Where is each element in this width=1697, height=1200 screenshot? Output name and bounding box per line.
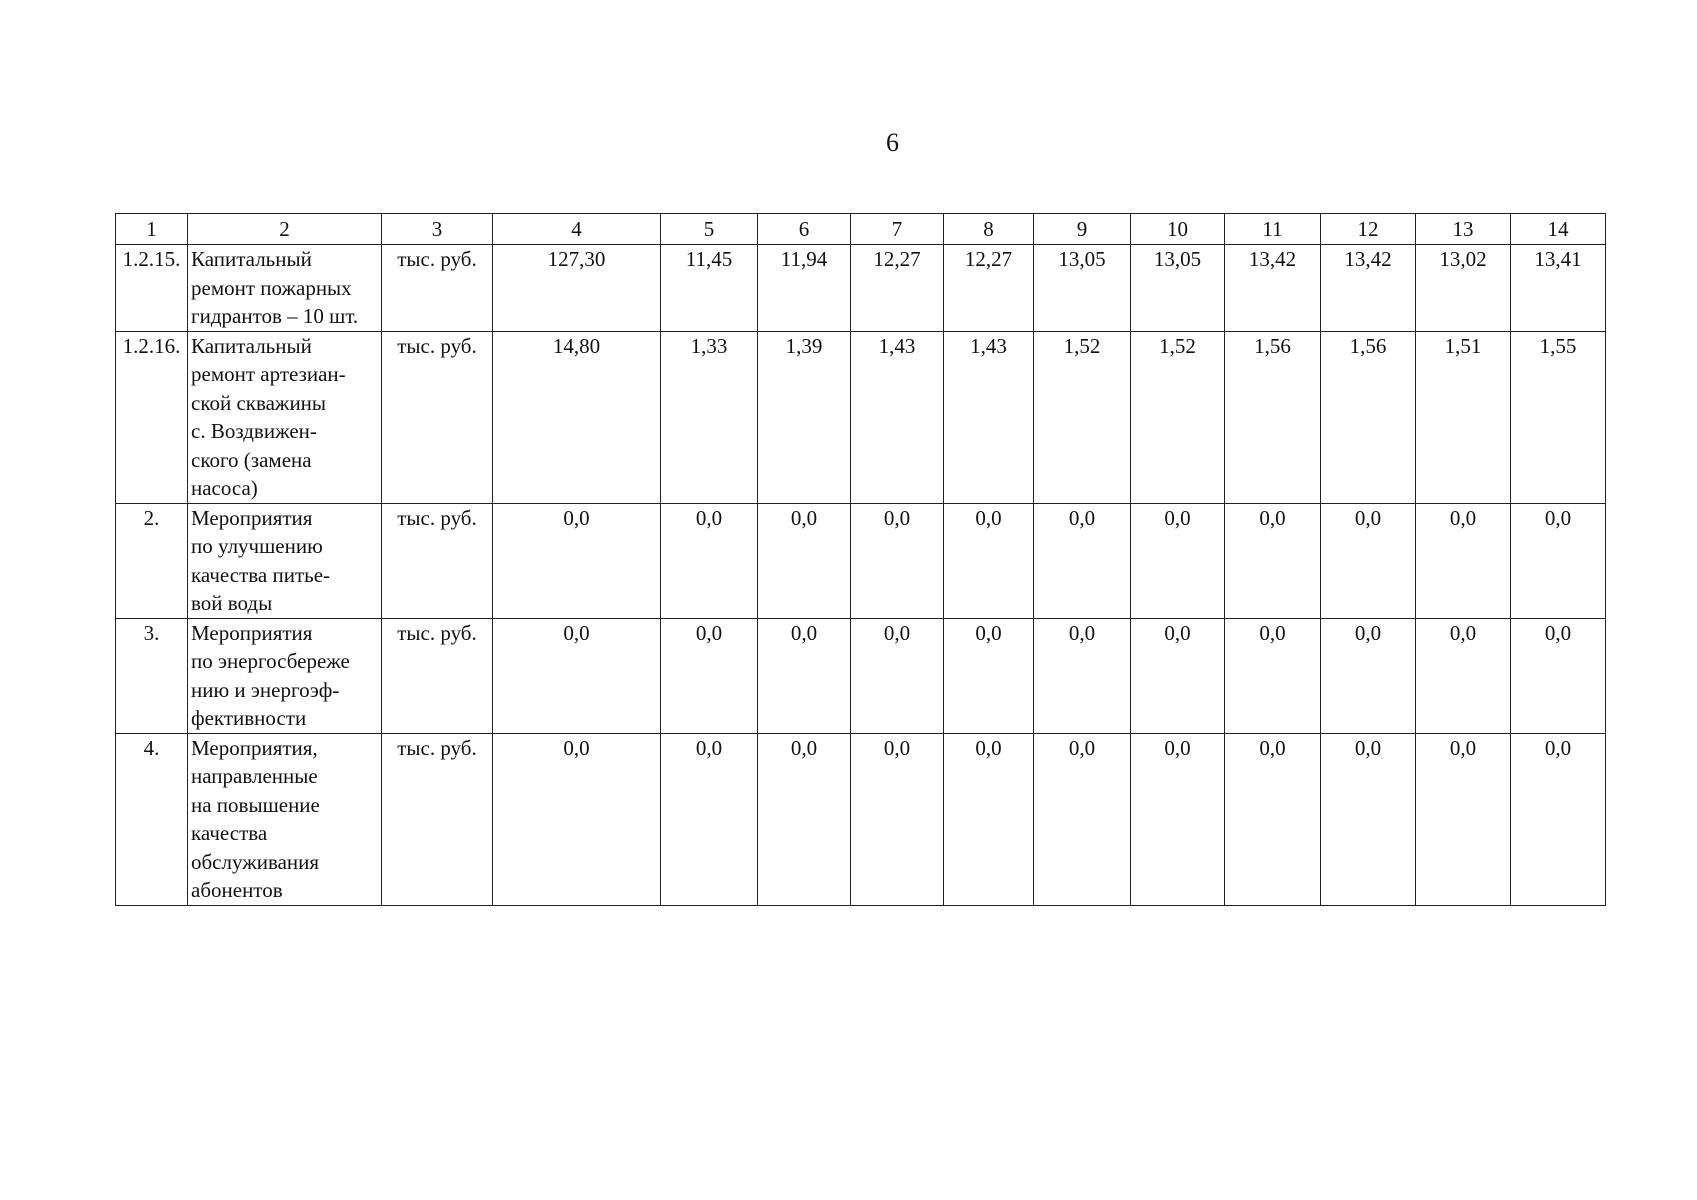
column-header-5: 5 — [661, 214, 758, 245]
unit-cell: тыс. руб. — [382, 733, 493, 905]
row-number-cell: 3. — [116, 618, 188, 733]
value-cell-col-11: 0,0 — [1225, 503, 1321, 618]
value-cell-col-12: 0,0 — [1321, 503, 1416, 618]
value-cell-col-10: 0,0 — [1131, 618, 1225, 733]
measure-name-line: качества — [191, 821, 268, 845]
measure-name-line: обслуживания — [191, 849, 320, 874]
value-cell-col-12: 1,56 — [1321, 331, 1416, 503]
measure-name-line: по улучшению — [191, 534, 323, 558]
value-cell-col-9: 0,0 — [1034, 503, 1131, 618]
measure-name-line: фективности — [191, 706, 307, 730]
unit-cell: тыс. руб. — [382, 245, 493, 332]
value-cell-col-11: 1,56 — [1225, 331, 1321, 503]
value-cell-col-13: 1,51 — [1416, 331, 1511, 503]
column-header-2: 2 — [188, 214, 382, 245]
measure-name-line: ской скважины — [191, 390, 327, 415]
value-cell-col-14: 1,55 — [1511, 331, 1606, 503]
column-header-8: 8 — [944, 214, 1034, 245]
value-cell-col-4: 0,0 — [493, 733, 661, 905]
value-cell-col-6: 1,39 — [758, 331, 851, 503]
value-cell-col-7: 1,43 — [851, 331, 944, 503]
value-cell-col-6: 11,94 — [758, 245, 851, 332]
measure-name-line: ского (замена — [191, 447, 312, 472]
value-cell-col-14: 0,0 — [1511, 733, 1606, 905]
column-header-6: 6 — [758, 214, 851, 245]
value-cell-col-12: 0,0 — [1321, 618, 1416, 733]
value-cell-col-6: 0,0 — [758, 618, 851, 733]
measure-name-line: по энергосбереже — [191, 649, 350, 673]
column-header-12: 12 — [1321, 214, 1416, 245]
value-cell-col-7: 0,0 — [851, 733, 944, 905]
measure-name-line: Мероприятия — [191, 620, 313, 645]
value-cell-col-10: 1,52 — [1131, 331, 1225, 503]
value-cell-col-8: 1,43 — [944, 331, 1034, 503]
measure-name-cell — [188, 733, 382, 905]
unit-cell: тыс. руб. — [382, 618, 493, 733]
value-cell-col-4: 14,80 — [493, 331, 661, 503]
row-number-cell: 1.2.15. — [116, 245, 188, 332]
value-cell-col-8: 0,0 — [944, 618, 1034, 733]
value-cell-col-5: 1,33 — [661, 331, 758, 503]
value-cell-col-9: 0,0 — [1034, 733, 1131, 905]
measure-name-line: гидрантов – 10 шт. — [191, 304, 359, 328]
value-cell-col-7: 0,0 — [851, 503, 944, 618]
column-header-10: 10 — [1131, 214, 1225, 245]
column-header-3: 3 — [382, 214, 493, 245]
value-cell-col-10: 13,05 — [1131, 245, 1225, 332]
value-cell-col-7: 12,27 — [851, 245, 944, 332]
table-row — [116, 618, 1606, 733]
column-header-14: 14 — [1511, 214, 1606, 245]
measure-name-line: Мероприятия, — [191, 735, 318, 760]
row-number-cell: 1.2.16. — [116, 331, 188, 503]
measure-name-line: ремонт артезиан- — [191, 362, 346, 386]
value-cell-col-13: 0,0 — [1416, 733, 1511, 905]
value-cell-col-10: 0,0 — [1131, 733, 1225, 905]
value-cell-col-14: 13,41 — [1511, 245, 1606, 332]
value-cell-col-10: 0,0 — [1131, 503, 1225, 618]
value-cell-col-13: 13,02 — [1416, 245, 1511, 332]
value-cell-col-14: 0,0 — [1511, 503, 1606, 618]
header-row — [116, 214, 1606, 245]
value-cell-col-5: 0,0 — [661, 618, 758, 733]
value-cell-col-8: 0,0 — [944, 503, 1034, 618]
value-cell-col-9: 0,0 — [1034, 618, 1131, 733]
value-cell-col-5: 11,45 — [661, 245, 758, 332]
measure-name-line: качества питье- — [191, 562, 331, 587]
value-cell-col-8: 0,0 — [944, 733, 1034, 905]
page-number: 6 — [886, 128, 899, 157]
measure-name-cell — [188, 245, 382, 332]
measure-name-line: направленные — [191, 764, 318, 788]
measure-name-line: с. Воздвижен- — [191, 419, 317, 443]
column-header-7: 7 — [851, 214, 944, 245]
value-cell-col-14: 0,0 — [1511, 618, 1606, 733]
column-header-9: 9 — [1034, 214, 1131, 245]
value-cell-col-13: 0,0 — [1416, 618, 1511, 733]
measure-name-line: на повышение — [191, 792, 320, 817]
value-cell-col-12: 13,42 — [1321, 245, 1416, 332]
value-cell-col-4: 127,30 — [493, 245, 661, 332]
value-cell-col-5: 0,0 — [661, 503, 758, 618]
measure-name-line: абонентов — [191, 878, 283, 902]
value-cell-col-13: 0,0 — [1416, 503, 1511, 618]
measure-name-line: нию и энергоэф- — [191, 677, 340, 702]
table-row — [116, 733, 1606, 905]
value-cell-col-4: 0,0 — [493, 503, 661, 618]
value-cell-col-11: 0,0 — [1225, 733, 1321, 905]
value-cell-col-6: 0,0 — [758, 503, 851, 618]
investment-program-table — [115, 213, 1606, 906]
measure-name-cell — [188, 331, 382, 503]
table-body — [116, 245, 1606, 906]
measure-name-cell — [188, 503, 382, 618]
value-cell-col-8: 12,27 — [944, 245, 1034, 332]
table-row — [116, 503, 1606, 618]
value-cell-col-7: 0,0 — [851, 618, 944, 733]
measure-name-line: вой воды — [191, 591, 273, 615]
measure-name-cell — [188, 618, 382, 733]
column-header-4: 4 — [493, 214, 661, 245]
unit-cell: тыс. руб. — [382, 503, 493, 618]
unit-cell: тыс. руб. — [382, 331, 493, 503]
measure-name-line: Капитальный — [191, 247, 312, 271]
measure-name-line: насоса) — [191, 476, 258, 500]
value-cell-col-9: 13,05 — [1034, 245, 1131, 332]
column-header-11: 11 — [1225, 214, 1321, 245]
table-row — [116, 245, 1606, 332]
table-row — [116, 331, 1606, 503]
value-cell-col-6: 0,0 — [758, 733, 851, 905]
row-number-cell: 2. — [116, 503, 188, 618]
row-number-cell: 4. — [116, 733, 188, 905]
measure-name-line: Капитальный — [191, 333, 312, 358]
value-cell-col-5: 0,0 — [661, 733, 758, 905]
value-cell-col-11: 0,0 — [1225, 618, 1321, 733]
value-cell-col-9: 1,52 — [1034, 331, 1131, 503]
value-cell-col-11: 13,42 — [1225, 245, 1321, 332]
column-header-1: 1 — [116, 214, 188, 245]
value-cell-col-12: 0,0 — [1321, 733, 1416, 905]
measure-name-line: Мероприятия — [191, 505, 313, 530]
measure-name-line: ремонт пожарных — [191, 275, 352, 300]
value-cell-col-4: 0,0 — [493, 618, 661, 733]
column-header-13: 13 — [1416, 214, 1511, 245]
